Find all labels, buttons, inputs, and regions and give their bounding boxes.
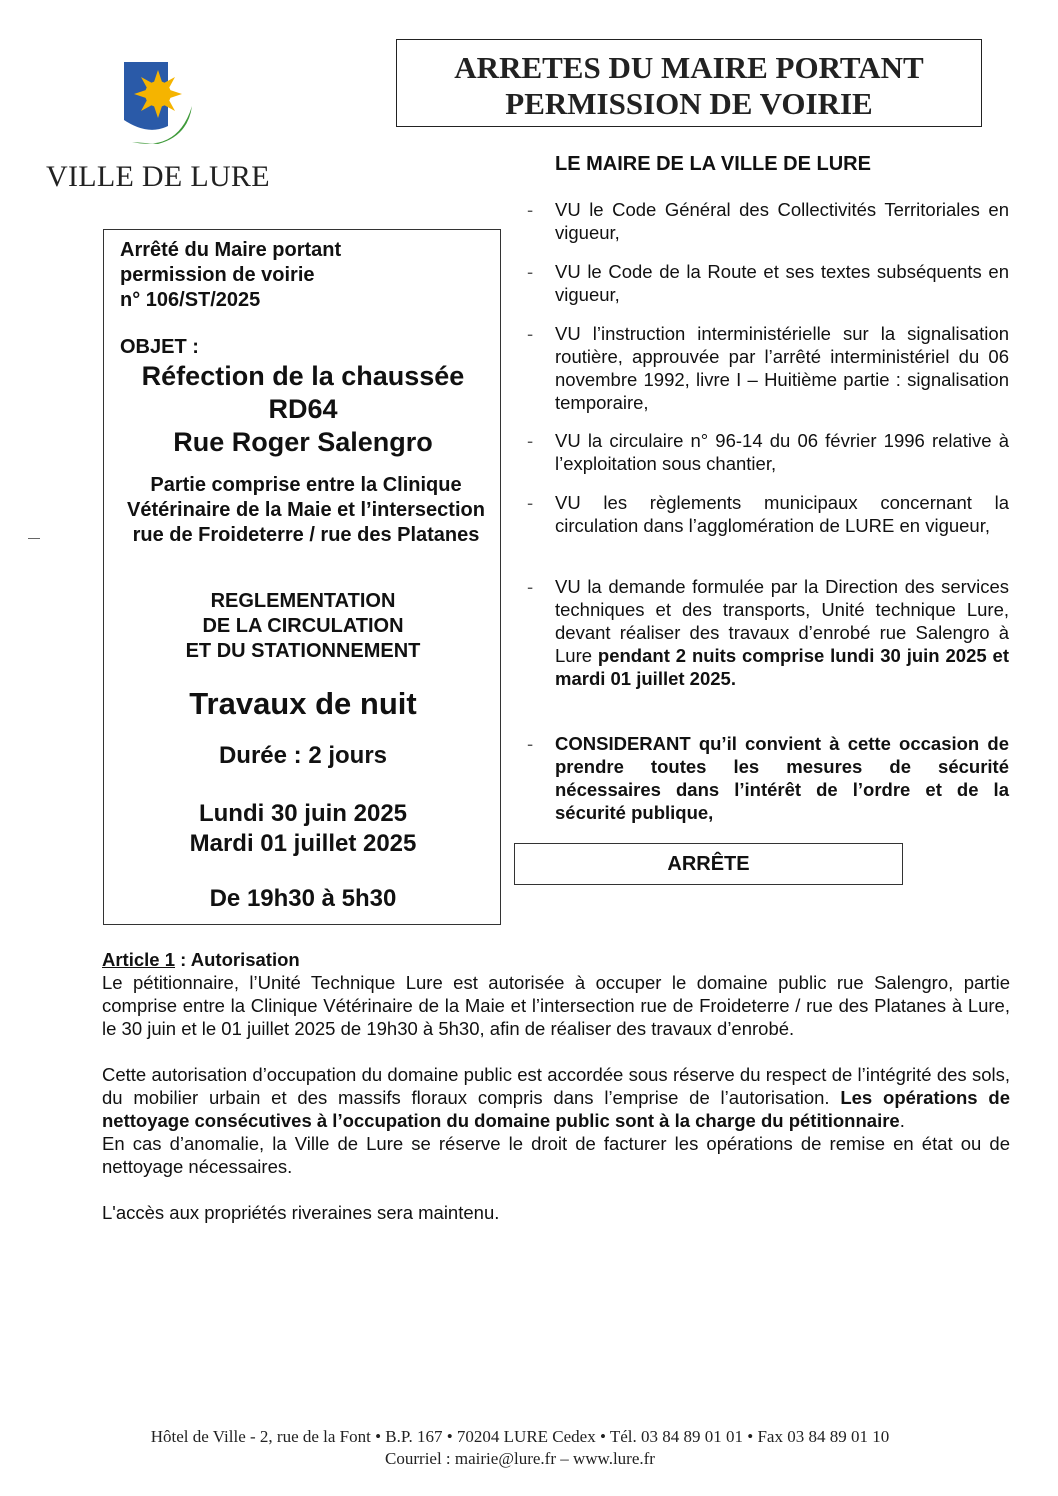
vu-item — [527, 491, 1009, 537]
paragraph-end: . — [899, 1110, 905, 1131]
ref-line: Arrêté du Maire portant — [120, 239, 342, 261]
summary-box — [103, 229, 501, 925]
bullet-dash: - — [527, 430, 534, 451]
paragraph-plain: Cette autorisation d’occupation du domaine public est accordée sous réserve du respect de l’intégrité des sols, du mobilier urbain et des massifs floraux compris dans l’emprise de l’autorisation. — [102, 1064, 1010, 1108]
vu-item — [527, 260, 1009, 306]
dates-block — [104, 799, 502, 859]
vu-text: VU les règlements municipaux concernant la circulation dans l’agglomération de LURE en vigueur, — [555, 492, 1009, 536]
date-line: Mardi 01 juillet 2025 — [189, 830, 417, 857]
objet-line: Rue Roger Salengro — [173, 427, 433, 457]
objet-line: Réfection de la chaussée — [141, 361, 465, 391]
sun-icon — [134, 70, 182, 118]
objet-title — [104, 360, 502, 459]
city-logo — [118, 56, 202, 152]
bullet-dash: - — [527, 576, 534, 597]
city-name: VILLE DE LURE — [46, 160, 270, 193]
objet-line: RD64 — [268, 394, 338, 424]
paragraph-bold: Les opérations de nettoyage consécutives à l’occupation du domaine public sont à la charge du pétitionnaire — [102, 1087, 1010, 1131]
title-line-2: PERMISSION DE VOIRIE — [505, 86, 873, 121]
article-paragraph — [102, 1063, 1010, 1132]
objet-location — [114, 473, 498, 548]
bullet-dash: - — [527, 492, 534, 513]
vu-text: VU l’instruction interministérielle sur la signalisation routière, approuvée par l’arrêté interministériel du 06 novembre 1992, livre I – Huitième partie : signalisation temporaire, — [555, 323, 1009, 413]
location-line: rue de Froideterre / rue des Platanes — [132, 524, 480, 546]
footer — [0, 1426, 1040, 1470]
bullet-dash: - — [527, 323, 534, 344]
vu-text-bold: pendant 2 nuits comprise lundi 30 juin 2025 et mardi 01 juillet 2025. — [555, 645, 1009, 689]
bullet-dash: - — [527, 199, 534, 220]
bullet-dash: - — [527, 733, 534, 754]
article-1 — [102, 948, 1010, 1224]
vu-text-plain: VU la demande formulée par la Direction des services techniques et des transports, Unité technique Lure, devant réaliser des travaux d’enrobé rue Salengro à Lure — [555, 576, 1009, 666]
vu-item — [527, 198, 1009, 244]
vu-text: VU le Code Général des Collectivités Territoriales en vigueur, — [555, 199, 1009, 243]
vu-text: VU le Code de la Route et ses textes subséquents en vigueur, — [555, 261, 1009, 305]
horaires-label: De 19h30 à 5h30 — [209, 885, 397, 912]
regl-line: ET DU STATIONNEMENT — [185, 640, 421, 662]
duree-label: Durée : 2 jours — [218, 742, 388, 769]
arrete-reference — [120, 238, 341, 313]
article-heading: : Autorisation — [175, 949, 300, 970]
regl-line: DE LA CIRCULATION — [202, 615, 404, 637]
vu-item — [527, 322, 1009, 414]
footer-address: Hôtel de Ville - 2, rue de la Font • B.P. 167 • 70204 LURE Cedex • Tél. 03 84 89 01 01 • Fax 03 84 89 01 10 — [150, 1427, 890, 1446]
vu-text: VU la circulaire n° 96-14 du 06 février 1996 relative à l’exploitation sous chantier, — [555, 430, 1009, 474]
regl-line: REGLEMENTATION — [210, 590, 396, 612]
objet-label: OBJET : — [120, 336, 199, 358]
considerant-item — [527, 732, 1009, 824]
location-line: Partie comprise entre la Clinique — [150, 474, 462, 496]
vu-item — [527, 575, 1009, 690]
footer-contact: Courriel : mairie@lure.fr – www.lure.fr — [385, 1449, 655, 1468]
considerant-text: CONSIDERANT qu’il convient à cette occasion de prendre toutes les mesures de sécurité nécessaires dans l’intérêt de l’ordre et de la sécurité publique, — [555, 733, 1009, 823]
article-paragraph: Le pétitionnaire, l’Unité Technique Lure est autorisée à occuper le domaine public rue Salengro, partie comprise entre la Clinique Vétérinaire de la Maie et l’intersection rue de Froideterre / rue des Platanes à Lure, le 30 juin et le 01 juillet 2025 de 19h30 à 5h30, afin de réaliser des travaux d’enrobé. — [102, 972, 1010, 1039]
travaux-label: Travaux de nuit — [189, 686, 417, 721]
article-number: Article 1 — [102, 949, 176, 970]
arrete-heading: ARRÊTE — [514, 843, 903, 885]
reglementation-heading — [104, 589, 502, 664]
bullet-dash: - — [527, 261, 534, 282]
vu-item — [527, 429, 1009, 475]
location-line: Vétérinaire de la Maie et l’intersection — [127, 499, 485, 521]
article-title — [102, 948, 1010, 971]
ref-number: n° 106/ST/2025 — [120, 289, 261, 311]
article-paragraph: En cas d’anomalie, la Ville de Lure se réserve le droit de facturer les opérations de remise en état ou de nettoyage nécessaires. — [102, 1133, 1010, 1177]
vu-text — [555, 575, 1009, 690]
title-line-1: ARRETES DU MAIRE PORTANT — [454, 50, 924, 85]
ref-line: permission de voirie — [120, 264, 315, 286]
maire-heading: LE MAIRE DE LA VILLE DE LURE — [555, 153, 871, 175]
margin-mark — [28, 538, 40, 539]
article-paragraph: L'accès aux propriétés riveraines sera maintenu. — [102, 1202, 500, 1223]
date-line: Lundi 30 juin 2025 — [198, 800, 408, 827]
document-title-box — [396, 39, 982, 127]
